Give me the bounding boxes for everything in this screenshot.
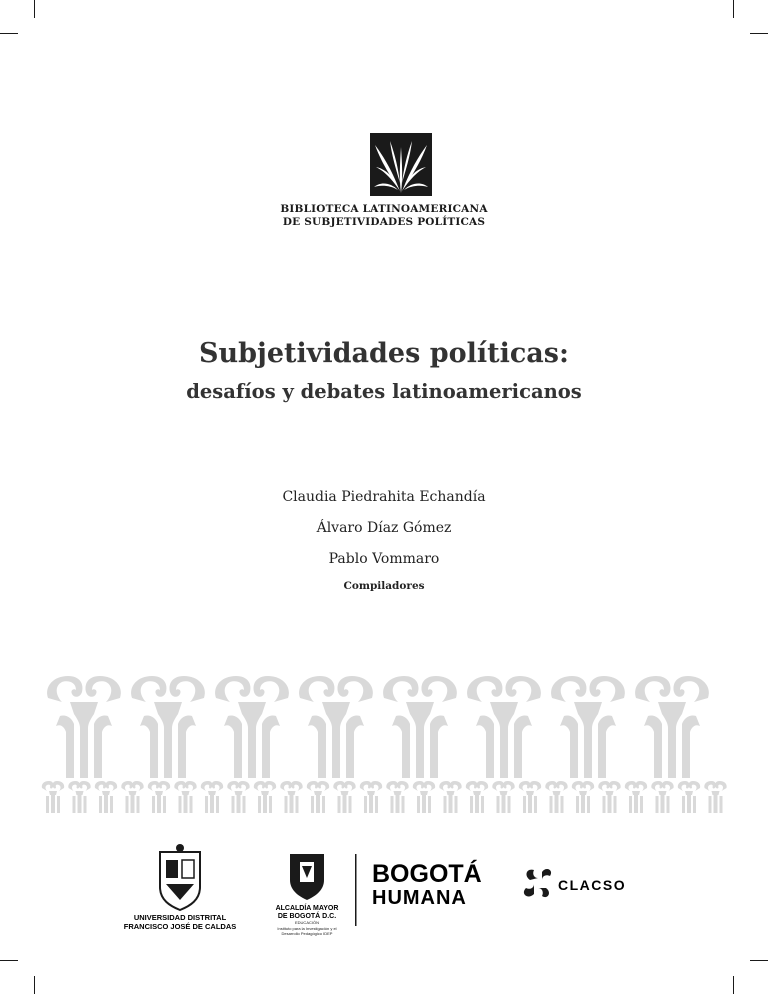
bogota-line2: HUMANA <box>372 887 467 909</box>
ornament-small-motif <box>492 781 514 813</box>
udistrital-logo <box>124 844 237 931</box>
book-subtitle: desafíos y debates latinoamericanos <box>186 380 582 403</box>
ornament-small-motif <box>42 781 64 813</box>
ornament-small-motif <box>174 781 196 813</box>
crop-mark <box>34 0 35 18</box>
ornament-small-motif <box>227 781 249 813</box>
ornament-small-motif <box>704 781 726 813</box>
clacso-icon <box>524 869 551 897</box>
ornament-small-motif <box>333 781 355 813</box>
series-name-line2: DE SUBJETIVIDADES POLÍTICAS <box>282 216 486 228</box>
ornament-small-motif <box>651 781 673 813</box>
ornament-small-motif <box>68 781 90 813</box>
crop-mark <box>0 33 18 34</box>
author-role: Compiladores <box>343 580 425 592</box>
alcaldia-line2: DE BOGOTÁ D.C. <box>277 913 337 920</box>
crop-mark <box>34 976 35 994</box>
crop-mark <box>750 960 768 961</box>
udistrital-line1: UNIVERSIDAD DISTRITAL <box>133 913 227 922</box>
publisher-logos <box>0 842 768 937</box>
alcaldia-line1: ALCALDÍA MAYOR <box>275 905 339 912</box>
bogota-line1: BOGOTÁ <box>372 860 482 888</box>
ornament-small-motif <box>572 781 594 813</box>
ornament-small-motif <box>466 781 488 813</box>
book-title: Subjetividades políticas: <box>199 338 569 369</box>
bogota-humana-logo <box>372 859 482 909</box>
ornament-small-motif <box>678 781 700 813</box>
crop-mark <box>750 33 768 34</box>
alcaldia-logo <box>276 854 339 936</box>
ornament-small-motif <box>254 781 276 813</box>
ornament-small-motif <box>307 781 329 813</box>
ornament-small-motif <box>413 781 435 813</box>
ornament-small-motif <box>545 781 567 813</box>
ornament-small-motif <box>386 781 408 813</box>
logo-divider <box>355 854 357 926</box>
ornamental-band <box>0 668 768 818</box>
ornament-small-motif <box>121 781 143 813</box>
ornament-small-motif <box>625 781 647 813</box>
series-name-line1: BIBLIOTECA LATINOAMERICANA <box>280 203 488 215</box>
ornament-small-motif <box>360 781 382 813</box>
ornament-small-motif <box>280 781 302 813</box>
clacso-name: CLACSO <box>558 877 627 893</box>
agave-plant-icon <box>370 133 432 196</box>
ornament-small-motif <box>148 781 170 813</box>
ornament-small-motif <box>439 781 461 813</box>
clacso-logo <box>524 869 626 897</box>
author-name: Álvaro Díaz Gómez <box>316 520 452 536</box>
alcaldia-line5: Desarrollo Pedagógico IDEP <box>281 931 333 936</box>
author-name: Claudia Piedrahita Echandía <box>282 489 486 505</box>
alcaldia-line3: EDUCACIÓN <box>294 920 320 925</box>
alcaldia-line4: Instituto para la Investigación y el <box>277 926 337 931</box>
ornament-small-motif <box>201 781 223 813</box>
ornament-small-motif <box>519 781 541 813</box>
ornament-small-motif <box>95 781 117 813</box>
ornament-small-motif <box>598 781 620 813</box>
crop-mark <box>0 960 18 961</box>
author-name: Pablo Vommaro <box>328 551 440 567</box>
crop-mark <box>733 0 734 18</box>
crop-mark <box>733 976 734 994</box>
udistrital-line2: FRANCISCO JOSÉ DE CALDAS <box>123 922 237 931</box>
